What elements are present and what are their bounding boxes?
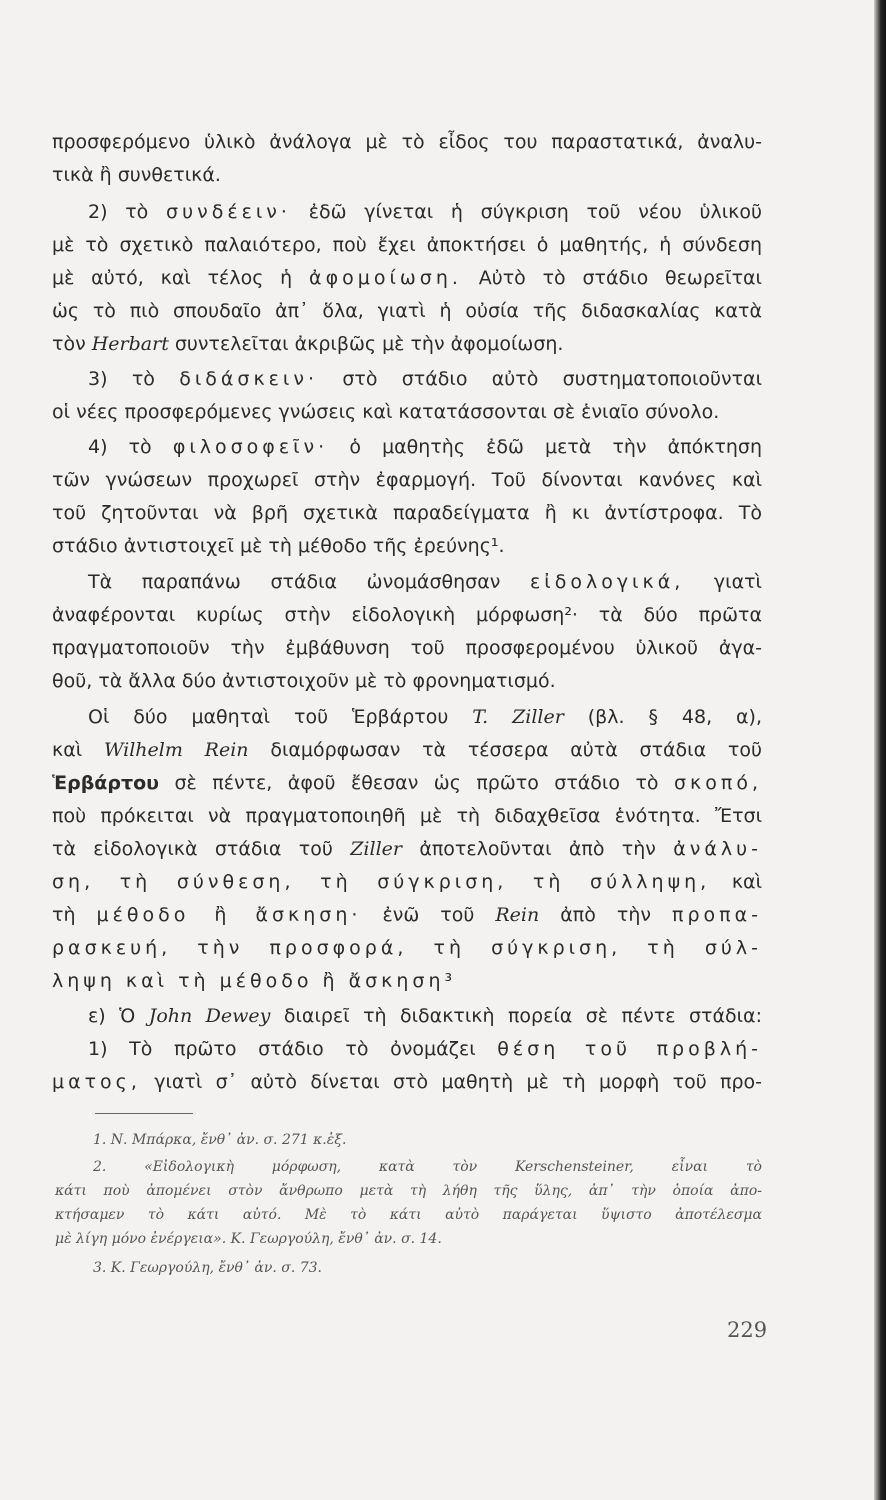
text-line: Ἑρβάρτου σὲ πέντε, ἀφοῦ ἔθεσαν ὡς πρῶτο στάδιο τὸ σκοπό, — [52, 772, 762, 794]
text-line: τικὰ ἢ συνθετικά. — [52, 164, 221, 186]
footnote: μὲ λίγη μόνο ἐνέργεια». Κ. Γεωργούλη, ἔνθ᾿ ἀν. σ. 14. — [55, 1231, 442, 1247]
text-line: Οἱ δύο μαθηταὶ τοῦ Ἑρβάρτου T. Ziller (βλ. § 48, α), — [88, 706, 763, 728]
text-line: 1) Τὸ πρῶτο στάδιο τὸ ὀνομάζει θέση τοῦ προβλή- — [88, 1038, 762, 1060]
text-line: τοῦ ζητοῦνται νὰ βρῆ σχετικὰ παραδείγματα ἢ κι ἀντίστροφα. Τὸ — [52, 502, 762, 524]
footnote: 1. Ν. Μπάρκα, ἔνθ᾿ ἀν. σ. 271 κ.ἑξ. — [93, 1132, 347, 1148]
text-line: ληψη καὶ τὴ μέθοδο ἢ ἄσκηση³ — [52, 970, 457, 992]
text-line: μὲ τὸ σχετικὸ παλαιότερο, ποὺ ἔχει ἀποκτήσει ὁ μαθητής, ἡ σύνδεση — [52, 234, 762, 256]
text-line: 3) τὸ διδάσκειν· στὸ στάδιο αὐτὸ συστηματοποιοῦνται — [88, 368, 763, 390]
page-number: 229 — [727, 1318, 768, 1342]
text-line: πραγματοποιοῦν τὴν ἐμβάθυνση τοῦ προσφερομένου ὑλικοῦ ἀγα- — [52, 637, 762, 659]
text-line: 2) τὸ συνδέειν· ἐδῶ γίνεται ἡ σύγκριση τοῦ νέου ὑλικοῦ — [88, 201, 762, 223]
text-line: 4) τὸ φιλοσοφεῖν· ὁ μαθητὴς ἐδῶ μετὰ τὴν ἀπόκτηση — [88, 436, 763, 458]
text-line: οἱ νέες προσφερόμενες γνώσεις καὶ κατατάσσονται σὲ ἑνιαῖο σύνολο. — [52, 401, 720, 423]
text-line: τὰ εἰδολογικὰ στάδια τοῦ Ziller ἀποτελοῦνται ἀπὸ τὴν ἀνάλυ- — [52, 838, 763, 860]
text-line: ε) Ὁ John Dewey διαιρεῖ τὴ διδακτικὴ πορεία σὲ πέντε στάδια: — [88, 1005, 762, 1027]
text-line: ὡς τὸ πιὸ σπουδαῖο ἀπ᾿ ὅλα, γιατὶ ἡ οὐσία τῆς διδασκαλίας κατὰ — [52, 300, 762, 322]
text-line: ρασκευή, τὴν προσφορά, τὴ σύγκριση, τὴ σύλ- — [52, 937, 762, 959]
text-line: ἀναφέρονται κυρίως στὴν εἰδολογικὴ μόρφωση²· τὰ δύο πρῶτα — [52, 604, 762, 626]
scan-edge — [874, 0, 886, 1500]
footnote: 3. Κ. Γεωργούλη, ἔνθ᾿ ἀν. σ. 73. — [93, 1260, 322, 1276]
text-line: καὶ Wilhelm Rein διαμόρφωσαν τὰ τέσσερα αὐτὰ στάδια τοῦ — [52, 739, 762, 761]
text-line: Τὰ παραπάνω στάδια ὠνομάσθησαν εἰδολογικά, γιατὶ — [88, 571, 762, 593]
text-line: ση, τὴ σύνθεση, τὴ σύγκριση, τὴ σύλληψη, καὶ — [52, 871, 762, 893]
footnote: κτήσαμεν τὸ κάτι αὐτό. Μὲ τὸ κάτι αὐτὸ παράγεται ὕψιστο ἀποτέλεσμα — [55, 1207, 762, 1223]
footnote-divider — [95, 1113, 193, 1114]
text-line: τὴ μέθοδο ἢ ἄσκηση· ἐνῶ τοῦ Rein ἀπὸ τὴν προπα- — [52, 904, 762, 926]
text-line: στάδιο ἀντιστοιχεῖ μὲ τὴ μέθοδο τῆς ἐρεύνης¹. — [52, 535, 505, 557]
text-line: θοῦ, τὰ ἄλλα δύο ἀντιστοιχοῦν μὲ τὸ φρονηματισμό. — [52, 670, 556, 692]
text-line: ποὺ πρόκειται νὰ πραγματοποιηθῆ μὲ τὴ διδαχθεῖσα ἑνότητα. Ἔτσι — [52, 805, 762, 827]
footnote: 2. «Εἰδολογικὴ μόρφωση, κατὰ τὸν Kerschensteiner, εἶναι τὸ — [93, 1159, 762, 1175]
footnote: κάτι ποὺ ἀπομένει στὸν ἄνθρωπο μετὰ τὴ λήθη τῆς ὕλης, ἀπ᾿ τὴν ὁποία ἀπο- — [55, 1183, 762, 1199]
text-line: μὲ αὐτό, καὶ τέλος ἡ ἀφομοίωση. Αὐτὸ τὸ στάδιο θεωρεῖται — [52, 267, 762, 289]
text-line: ματος, γιατὶ σ᾿ αὐτὸ δίνεται στὸ μαθητὴ μὲ τὴ μορφὴ τοῦ προ- — [52, 1071, 762, 1093]
text-line: προσφερόμενο ὑλικὸ ἀνάλογα μὲ τὸ εἶδος του παραστατικά, ἀναλυ- — [52, 131, 762, 153]
text-line: τῶν γνώσεων προχωρεῖ στὴν ἐφαρμογή. Τοῦ δίνονται κανόνες καὶ — [52, 469, 762, 491]
text-line: τὸν Herbart συντελεῖται ἀκριβῶς μὲ τὴν ἀφομοίωση. — [52, 333, 564, 355]
